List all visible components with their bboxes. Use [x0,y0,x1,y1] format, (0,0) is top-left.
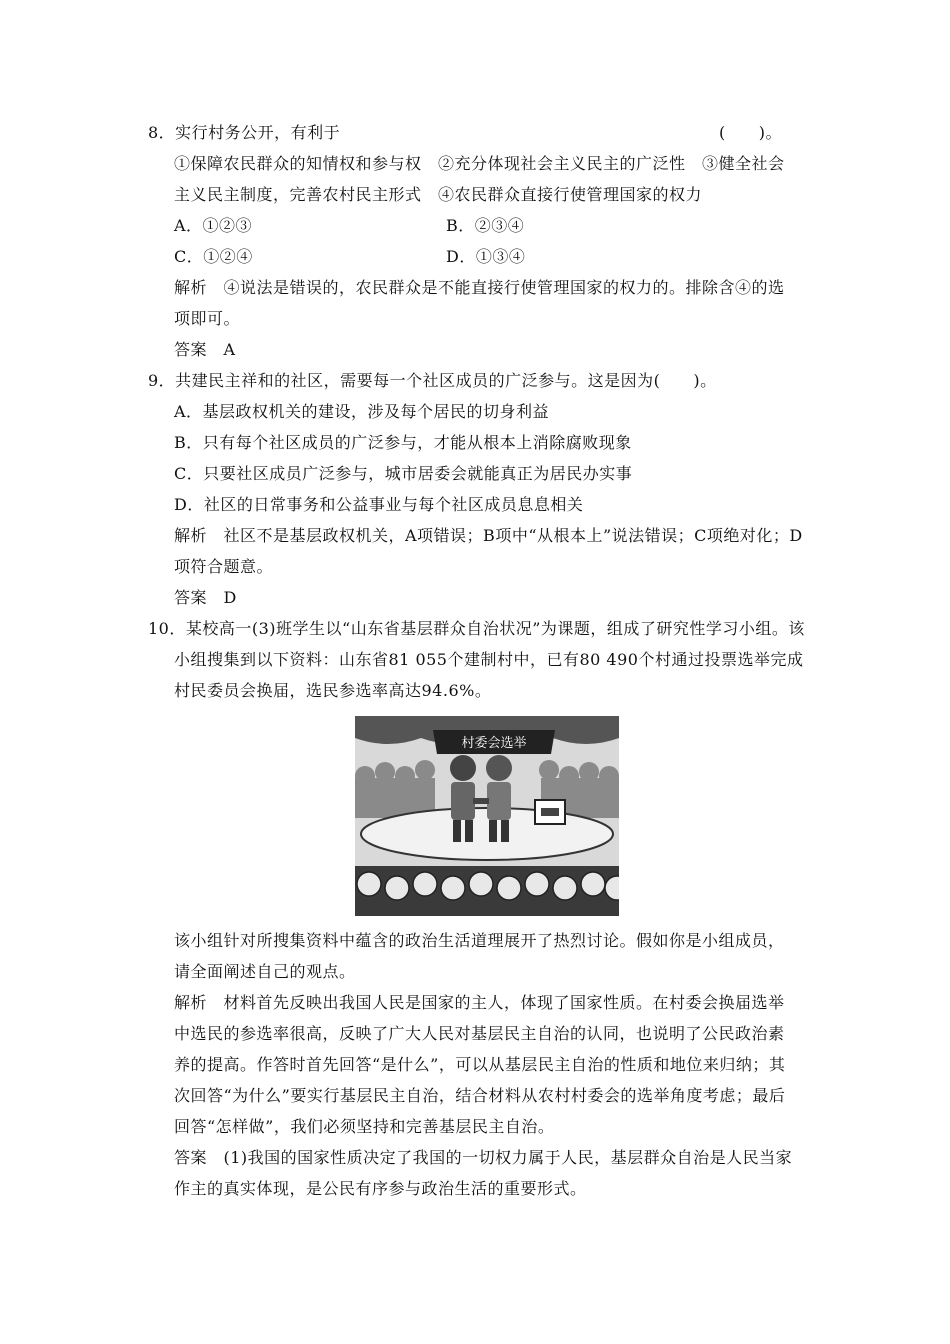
q10-analysis-line-4: 次回答“为什么”要实行基层民主自治，结合材料从农村村委会的选举角度考虑；最后 [174,1086,786,1105]
q10-prompt-line-2: 请全面阐述自己的观点。 [174,962,356,981]
q9-answer: 答案 D [174,588,237,607]
q10-analysis-line-2: 中选民的参选率很高，反映了广大人民对基层民主自治的认同，也说明了公民政治素 [174,1024,785,1043]
q10-answer-line-2: 作主的真实体现，是公民有序参与政治生活的重要形式。 [174,1179,587,1198]
q9-analysis-line-1: 解析 社区不是基层政权机关，A项错误；B项中“从根本上”说法错误；C项绝对化；D [174,526,803,545]
q8-items-line-2: 主义民主制度，完善农村民主形式 ④农民群众直接行使管理国家的权力 [174,185,703,204]
q8-option-a: A．①②③ [174,216,253,235]
q9-stem: 9．共建民主祥和的社区，需要每一个社区成员的广泛参与。这是因为( )。 [148,371,717,390]
q10-analysis-line-3: 养的提高。作答时首先回答“是什么”，可以从基层民主自治的性质和地位来归纳；其 [174,1055,786,1074]
figure-banner-text: 村委会选举 [461,736,527,751]
election-cartoon-figure [355,716,619,916]
q8-items-line-1: ①保障农民群众的知情权和参与权 ②充分体现社会主义民主的广泛性 ③健全社会 [174,154,785,173]
q10-stem-line-1: 10．某校高一(3)班学生以“山东省基层群众自治状况”为课题，组成了研究性学习小组。该 [148,619,805,638]
q10-analysis-line-5: 回答“怎样做”，我们必须坚持和完善基层民主自治。 [174,1117,555,1136]
q8-answer: 答案 A [174,340,236,359]
q8-answer-paren: ( )。 [719,123,782,142]
q9-option-d: D．社区的日常事务和公益事业与每个社区成员息息相关 [174,495,584,514]
q8-option-c: C．①②④ [174,247,253,266]
q8-stem: 8．实行村务公开，有利于 [148,123,341,142]
q9-option-c: C．只要社区成员广泛参与，城市居委会就能真正为居民办实事 [174,464,633,483]
q9-option-b: B．只有每个社区成员的广泛参与，才能从根本上消除腐败现象 [174,433,632,452]
q9-option-a: A．基层政权机关的建设，涉及每个居民的切身利益 [174,402,550,421]
q10-stem-line-3: 村民委员会换届，选民参选率高达94.6%。 [174,681,492,700]
q8-analysis-line-1: 解析 ④说法是错误的，农民群众是不能直接行使管理国家的权力的。排除含④的选 [174,278,785,297]
q8-analysis-line-2: 项即可。 [174,309,241,328]
q8-option-d: D．①③④ [446,247,526,266]
q8-option-b: B．②③④ [446,216,525,235]
figure-handshake [473,798,489,804]
q10-answer-line-1: 答案 (1)我国的国家性质决定了我国的一切权力属于人民，基层群众自治是人民当家 [174,1148,793,1167]
q10-analysis-line-1: 解析 材料首先反映出我国人民是国家的主人，体现了国家性质。在村委会换届选举 [174,993,785,1012]
q10-prompt-line-1: 该小组针对所搜集资料中蕴含的政治生活道理展开了热烈讨论。假如你是小组成员， [174,931,785,950]
q9-analysis-line-2: 项符合题意。 [174,557,274,576]
q10-stem-line-2: 小组搜集到以下资料：山东省81 055个建制村中，已有80 490个村通过投票选举完成 [174,650,804,669]
